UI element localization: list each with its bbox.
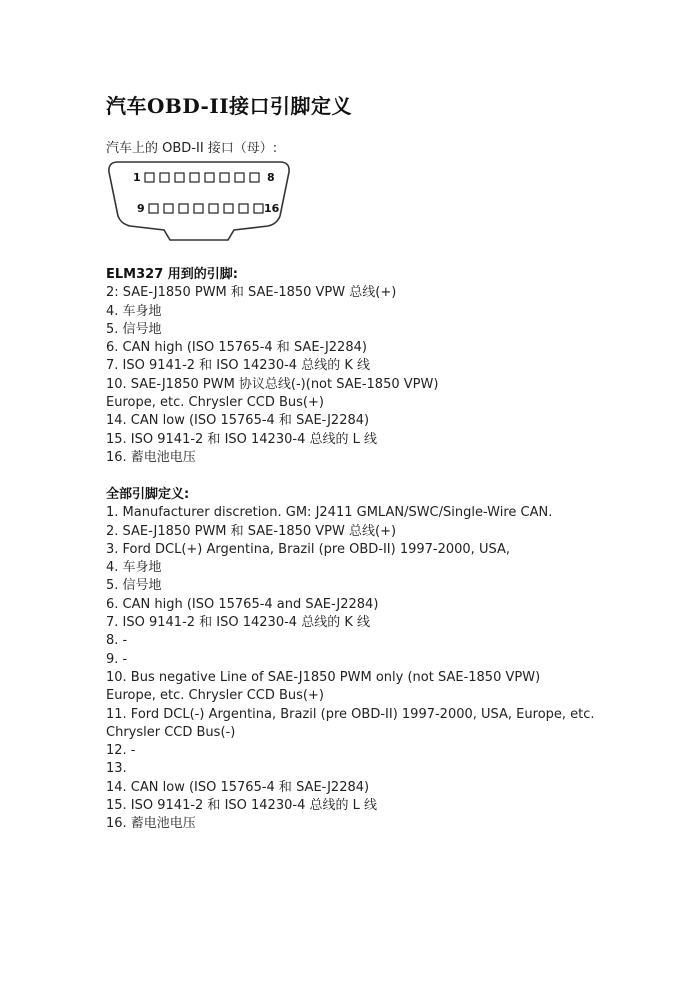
pin-definition-line: 4. 车身地 [106,560,162,576]
all-pins-list [106,504,686,833]
pin-socket [250,173,259,182]
pin-definition-line: 14. CAN low (ISO 15765-4 和 SAE-J2284) [106,779,370,795]
pin-socket [145,173,154,182]
pin-socket [175,173,184,182]
pin-socket [224,204,233,213]
pin-socket [254,204,263,213]
pin-socket [235,173,244,182]
pin-definition-line: Europe, etc. Chrysler CCD Bus(+) [106,688,324,704]
pin-definition-line: 11. Ford DCL(-) Argentina, Brazil (pre OBD-II) 1997-2000, USA, Europe, etc. [106,706,595,722]
pin-definition-line: 15. ISO 9141-2 和 ISO 14230-4 总线的 L 线 [106,431,377,447]
pin-definition-line: 6. CAN high (ISO 15765-4 and SAE-J2284) [106,596,379,612]
pin-socket [149,204,158,213]
pin-socket [194,204,203,213]
pin-definition-line: 7. ISO 9141-2 和 ISO 14230-4 总线的 K 线 [106,358,370,374]
top-pin-row [145,173,259,182]
pin-socket [209,204,218,213]
pin-definition-line: 5. 信号地 [106,321,162,337]
pin-definition-line: Europe, etc. Chrysler CCD Bus(+) [106,395,324,411]
pin-socket [190,173,199,182]
pin-definition-line: 16. 蓄电池电压 [106,816,196,832]
pin-definition-line: 7. ISO 9141-2 和 ISO 14230-4 总线的 K 线 [106,615,370,631]
pin-label-8: 8 [267,171,275,184]
bottom-pin-row [149,204,263,213]
pin-definition-line: 6. CAN high (ISO 15765-4 和 SAE-J2284) [106,340,367,356]
pin-definition-line: 9. - [106,651,128,667]
pin-label-9: 9 [137,202,145,215]
pin-definition-line: 14. CAN low (ISO 15765-4 和 SAE-J2284) [106,413,370,429]
page-title: 汽车OBD-II接口引脚定义 [106,94,353,118]
elm327-pins-section [106,266,686,467]
pin-definition-line: 1. Manufacturer discretion. GM: J2411 GMLAN/SWC/Single-Wire CAN. [106,505,553,521]
pin-definition-line: 16. 蓄电池电压 [106,449,196,465]
pin-socket [220,173,229,182]
pin-socket [179,204,188,213]
elm327-pin-list [106,284,686,467]
pin-definition-line: 2. SAE-J1850 PWM 和 SAE-1850 VPW 总线(+) [106,523,397,539]
pin-definition-line: 8. - [106,633,128,649]
pin-socket [205,173,214,182]
pin-definition-line: 13. [106,761,127,777]
obd2-connector-diagram [106,160,292,242]
pin-socket [160,173,169,182]
pin-label-1: 1 [133,171,141,184]
elm327-heading: ELM327 用到的引脚: [106,267,238,282]
pin-label-16: 16 [264,202,280,215]
all-pins-section [106,486,686,834]
connector-caption: 汽车上的 OBD-II 接口（母）: [106,141,278,156]
pin-definition-line: 10. Bus negative Line of SAE-J1850 PWM only (not SAE-1850 VPW) [106,669,541,685]
pin-definition-line: 12. - [106,743,136,759]
pin-definition-line: 10. SAE-J1850 PWM 协议总线(-)(not SAE-1850 VPW) [106,376,439,392]
pin-definition-line: 3. Ford DCL(+) Argentina, Brazil (pre OBD-II) 1997-2000, USA, [106,541,510,557]
all-pins-heading: 全部引脚定义: [106,487,190,502]
pin-socket [239,204,248,213]
pin-definition-line: 4. 车身地 [106,303,162,319]
pin-definition-line: 5. 信号地 [106,578,162,594]
pin-definition-line: Chrysler CCD Bus(-) [106,724,236,740]
pin-socket [164,204,173,213]
pin-definition-line: 15. ISO 9141-2 和 ISO 14230-4 总线的 L 线 [106,798,377,814]
pin-definition-line: 2: SAE-J1850 PWM 和 SAE-1850 VPW 总线(+) [106,285,397,301]
